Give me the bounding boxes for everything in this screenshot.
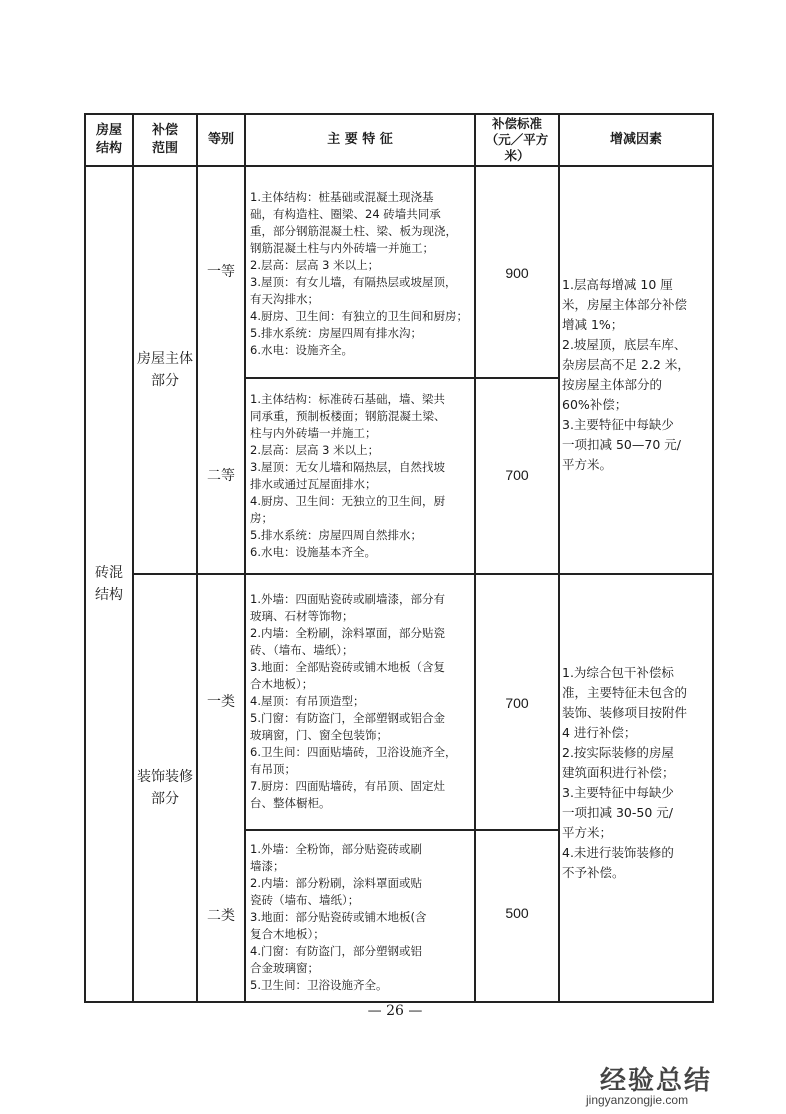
feature-line: 砖、（墙布、墙纸）； bbox=[250, 643, 354, 657]
factors-decor bbox=[562, 663, 710, 883]
feature-line: 1.主体结构：标准砖石基础，墙、梁共 bbox=[250, 392, 445, 406]
factor-line: 平方米； bbox=[562, 825, 613, 840]
feature-line: 3.地面：部分贴瓷砖或铺木地板(含 bbox=[250, 910, 427, 924]
feature-line: 台、整体橱柜。 bbox=[250, 796, 331, 810]
factor-line: 不予补偿。 bbox=[562, 865, 625, 880]
feature-line: 重，部分钢筋混凝土柱、梁、板为现浇， bbox=[250, 224, 457, 238]
feature-line: 2.层高：层高 3 米以上； bbox=[250, 443, 380, 457]
feature-line: 玻璃、石材等饰物； bbox=[250, 609, 354, 623]
factor-line: 3.主要特征中每缺少 bbox=[562, 417, 674, 432]
feature-line: 同承重，预制板楼面；钢筋混凝土梁、 bbox=[250, 409, 446, 423]
features-grade-1 bbox=[250, 189, 472, 359]
feature-line: 1.外墙：四面贴瓷砖或刷墙漆，部分有 bbox=[250, 592, 445, 606]
feature-line: 合木地板）； bbox=[250, 677, 314, 691]
factor-line: 4 进行补偿； bbox=[562, 725, 637, 740]
header-standard: 补偿标准（元／平方米） bbox=[485, 116, 549, 163]
factor-line: 2.按实际装修的房屋 bbox=[562, 745, 674, 760]
factor-line: 米，房屋主体部分补偿 bbox=[562, 297, 688, 312]
feature-line: 5.排水系统：房屋四周有排水沟； bbox=[250, 326, 422, 340]
value-class-1: 700 bbox=[505, 695, 529, 711]
page-number: — 26 — bbox=[367, 1003, 423, 1019]
factor-line: 4.未进行装饰装修的 bbox=[562, 845, 674, 860]
factor-line: 杂房层高不足 2.2 米， bbox=[562, 357, 690, 372]
header-scope: 补偿范围 bbox=[151, 123, 178, 156]
feature-line: 1.主体结构：桩基础或混凝土现浇基 bbox=[250, 190, 434, 204]
factor-line: 装饰、装修项目按附件 bbox=[562, 705, 688, 720]
grade-2: 二等 bbox=[207, 468, 235, 484]
feature-line: 3.屋顶：有女儿墙，有隔热层或坡屋顶， bbox=[250, 275, 457, 289]
features-class-1 bbox=[250, 591, 472, 812]
watermark-url: jingyanzongjie.com bbox=[586, 1093, 689, 1107]
class-2: 二类 bbox=[207, 908, 235, 924]
header-grade: 等别 bbox=[207, 132, 234, 147]
factor-line: 准，主要特征未包含的 bbox=[562, 685, 688, 700]
feature-line: 1.外墙：全粉饰，部分贴瓷砖或刷 bbox=[250, 842, 422, 856]
feature-line: 6.水电：设施齐全。 bbox=[250, 343, 353, 357]
col-divider-5 bbox=[558, 113, 560, 1003]
feature-line: 有吊顶； bbox=[250, 762, 296, 776]
factor-line: 建筑面积进行补偿； bbox=[562, 765, 675, 780]
feature-line: 3.地面：全部贴瓷砖或铺木地板（含复 bbox=[250, 660, 445, 674]
feature-line: 3.屋顶：无女儿墙和隔热层，自然找坡 bbox=[250, 460, 445, 474]
compensation-table bbox=[84, 113, 714, 1003]
col-divider-3 bbox=[244, 113, 246, 1003]
feature-line: 7.厨房：四面贴墙砖，有吊顶、固定灶 bbox=[250, 779, 445, 793]
feature-line: 瓷砖（墙布、墙纸）； bbox=[250, 893, 360, 907]
feature-line: 复合木地板）； bbox=[250, 927, 325, 941]
feature-line: 房； bbox=[250, 511, 273, 525]
row-divider-grade1 bbox=[244, 377, 558, 379]
value-grade-1: 900 bbox=[505, 265, 529, 281]
factor-line: 1.为综合包干补偿标 bbox=[562, 665, 674, 680]
value-grade-2: 700 bbox=[505, 467, 529, 483]
feature-line: 有天沟排水； bbox=[250, 292, 319, 306]
feature-line: 5.卫生间：卫浴设施齐全。 bbox=[250, 978, 388, 992]
factor-line: 60%补偿； bbox=[562, 397, 628, 412]
grade-1: 一等 bbox=[207, 264, 235, 280]
feature-line: 柱与内外砖墙一并施工； bbox=[250, 426, 377, 440]
factor-line: 3.主要特征中每缺少 bbox=[562, 785, 674, 800]
feature-line: 4.厨房、卫生间：有独立的卫生间和厨房； bbox=[250, 309, 468, 323]
feature-line: 合金玻璃窗； bbox=[250, 961, 319, 975]
factor-line: 按房屋主体部分的 bbox=[562, 377, 663, 392]
factor-line: 2.坡屋顶，底层车库、 bbox=[562, 337, 687, 352]
factors-main bbox=[562, 275, 710, 475]
feature-line: 钢筋混凝土柱与内外砖墙一并施工； bbox=[250, 241, 434, 255]
feature-line: 4.屋顶：有吊顶造型； bbox=[250, 694, 365, 708]
header-structure: 房屋结构 bbox=[95, 123, 122, 156]
table-border-right bbox=[712, 113, 714, 1003]
factor-line: 平方米。 bbox=[562, 457, 613, 472]
feature-line: 2.层高：层高 3 米以上； bbox=[250, 258, 380, 272]
factor-line: 一项扣减 30-50 元/ bbox=[562, 805, 673, 820]
feature-line: 墙漆； bbox=[250, 859, 285, 873]
factor-line: 增减 1%； bbox=[562, 317, 624, 332]
scope-main: 房屋主体部分 bbox=[137, 351, 193, 389]
header-factors: 增减因素 bbox=[609, 132, 662, 147]
watermark-brand: 经验总结 bbox=[600, 1066, 713, 1096]
col-divider-4 bbox=[474, 113, 476, 1003]
feature-line: 6.卫生间：四面贴墙砖，卫浴设施齐全， bbox=[250, 745, 457, 759]
feature-line: 排水或通过瓦屋面排水； bbox=[250, 477, 377, 491]
feature-line: 玻璃窗，门、窗全包装饰； bbox=[250, 728, 388, 742]
scope-decor: 装饰装修部分 bbox=[137, 769, 193, 807]
class-1: 一类 bbox=[207, 694, 235, 710]
feature-line: 6.水电：设施基本齐全。 bbox=[250, 545, 376, 559]
structure-label: 砖混结构 bbox=[95, 565, 123, 603]
feature-line: 础，有构造柱、圈梁、24 砖墙共同承 bbox=[250, 207, 441, 221]
factor-line: 1.层高每增减 10 厘 bbox=[562, 277, 673, 292]
features-grade-2 bbox=[250, 391, 472, 561]
header-features: 主 要 特 征 bbox=[327, 132, 393, 147]
feature-line: 4.厨房、卫生间：无独立的卫生间，厨 bbox=[250, 494, 445, 508]
feature-line: 2.内墙：部分粉刷，涂料罩面或贴 bbox=[250, 876, 422, 890]
row-divider-class1 bbox=[244, 829, 558, 831]
feature-line: 4.门窗：有防盗门，部分塑钢或铝 bbox=[250, 944, 422, 958]
feature-line: 5.排水系统：房屋四周自然排水； bbox=[250, 528, 422, 542]
feature-line: 5.门窗：有防盗门，全部塑钢或铝合金 bbox=[250, 711, 445, 725]
feature-line: 2.内墙：全粉刷，涂料罩面，部分贴瓷 bbox=[250, 626, 445, 640]
value-class-2: 500 bbox=[505, 905, 529, 921]
features-class-2 bbox=[250, 841, 472, 994]
factor-line: 一项扣减 50—70 元/ bbox=[562, 437, 681, 452]
